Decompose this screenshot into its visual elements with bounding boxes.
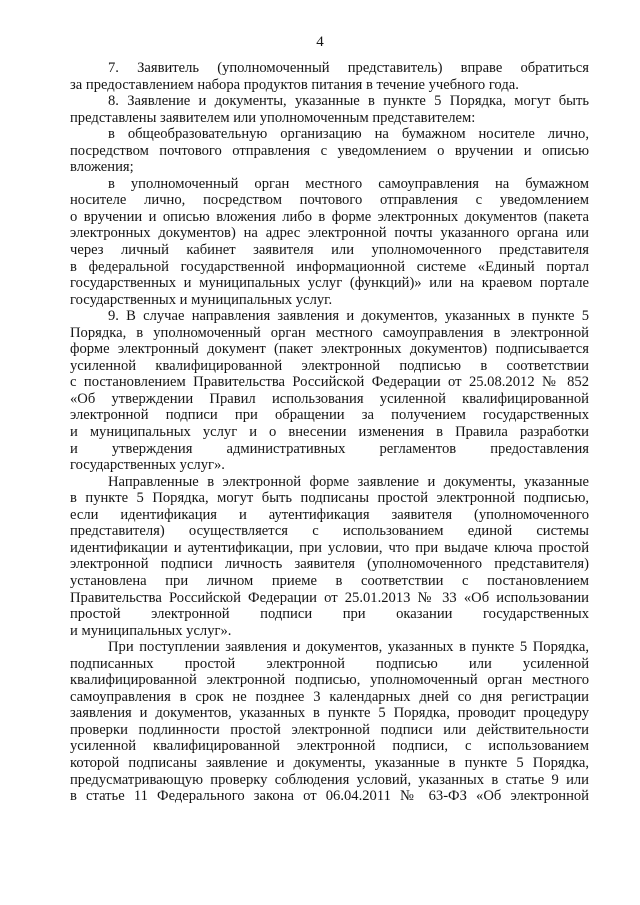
text-line: о вручении и описью вложения либо в форме электронных документов (пакета: [70, 208, 589, 225]
text-line: 9. В случае направления заявления и документов, указанных в пункте 5: [108, 308, 589, 325]
paragraph: [70, 126, 589, 176]
text-line: в уполномоченный орган местного самоуправления на бумажном: [108, 175, 589, 192]
text-line: Правительства Российской Федерации от 25.01.2013 № 33 «Об использовании: [70, 589, 589, 606]
text-line: самоуправления в срок не позднее 3 календарных дней со дня регистрации: [70, 688, 589, 705]
text-line: в общеобразовательную организацию на бумажном носителе лично,: [108, 126, 589, 143]
text-line: через личный кабинет заявителя или уполномоченного представителя: [70, 242, 589, 259]
text-line: электронной подписи при обращении за получением государственных: [70, 407, 589, 424]
text-line: квалифицированной электронной подписью, уполномоченный орган местного: [70, 672, 589, 689]
text-line: в статье 11 Федерального закона от 06.04.2011 № 63-ФЗ «Об электронной: [70, 788, 589, 805]
text-line: 8. Заявление и документы, указанные в пункте 5 Порядка, могут быть: [108, 93, 589, 110]
paragraph: [70, 308, 589, 473]
text-line: предусматривающую проверку соблюдения условий, указанных в статье 9 или: [70, 771, 589, 788]
text-line: с постановлением Правительства Российской Федерации от 25.08.2012 № 852: [70, 374, 589, 391]
text-line: При поступлении заявления и документов, указанных в пункте 5 Порядка,: [108, 639, 589, 656]
paragraph: [70, 93, 589, 126]
text-line: если идентификация и аутентификация заявителя (уполномоченного: [70, 506, 589, 523]
text-line: усиленной квалифицированной электронной подписи, с использованием: [70, 738, 589, 755]
text-line: государственных услуг».: [70, 457, 225, 474]
text-line: Порядка, в уполномоченный орган местного самоуправления в электронной: [70, 324, 589, 341]
text-line: и муниципальных услуг и о внесении изменения в Правила разработки: [70, 424, 589, 441]
paragraph: [70, 474, 589, 639]
text-line: форме электронный документ (пакет электронных документов) подписывается: [70, 341, 589, 358]
text-line: усиленной квалифицированной электронной подписью в соответствии: [70, 357, 589, 374]
text-line: представителя) осуществляется с использованием единой системы: [70, 523, 589, 540]
text-line: государственных и муниципальных услуг.: [70, 291, 333, 308]
paragraph: [70, 176, 589, 308]
text-line: и утверждения административных регламентов предоставления: [70, 440, 589, 457]
text-line: посредством почтового отправления с уведомлением о вручении и описью: [70, 142, 589, 159]
text-line: 7. Заявитель (уполномоченный представитель) вправе обратиться: [108, 60, 589, 76]
page-number: 4: [316, 34, 324, 50]
text-line: которой подписаны заявление и документы, указанные в пункте 5 Порядка,: [70, 754, 589, 771]
document-body: [70, 60, 589, 805]
text-line: в пункте 5 Порядка, могут быть подписаны простой электронной подписью,: [70, 490, 589, 507]
text-line: электронных документов) на адрес электронной почты указанного органа или: [70, 225, 589, 242]
text-line: электронной подписи личность заявителя (уполномоченного представителя): [70, 556, 589, 573]
text-line: «Об утверждении Правил использования усиленной квалифицированной: [70, 390, 589, 407]
text-line: и муниципальных услуг».: [70, 622, 232, 639]
text-line: представлены заявителем или уполномоченным представителем:: [70, 109, 476, 126]
text-line: простой электронной подписи при оказании государственных: [70, 606, 589, 623]
text-line: государственных и муниципальных услуг (функций)» или на краевом портале: [70, 275, 589, 292]
text-line: идентификации и аутентификации, при условии, что при выдаче ключа простой: [70, 539, 589, 556]
paragraph: [70, 639, 589, 804]
text-line: в федеральной государственной информационной системе «Единый портал: [70, 258, 589, 275]
text-line: Направленные в электронной форме заявление и документы, указанные: [108, 473, 589, 490]
text-line: подписанных простой электронной подписью или усиленной: [70, 655, 589, 672]
text-line: вложения;: [70, 159, 134, 176]
text-line: носителе лично, посредством почтового отправления с уведомлением: [70, 192, 589, 209]
text-line: заявления и документов, указанных в пункте 5 Порядка, проводит процедуру: [70, 705, 589, 722]
text-line: проверки подлинности простой электронной подписи или действительности: [70, 721, 589, 738]
paragraph: [70, 60, 589, 93]
text-line: установлена при личном приеме в соответствии с постановлением: [70, 572, 589, 589]
text-line: за предоставлением набора продуктов питания в течение учебного года.: [70, 76, 519, 93]
